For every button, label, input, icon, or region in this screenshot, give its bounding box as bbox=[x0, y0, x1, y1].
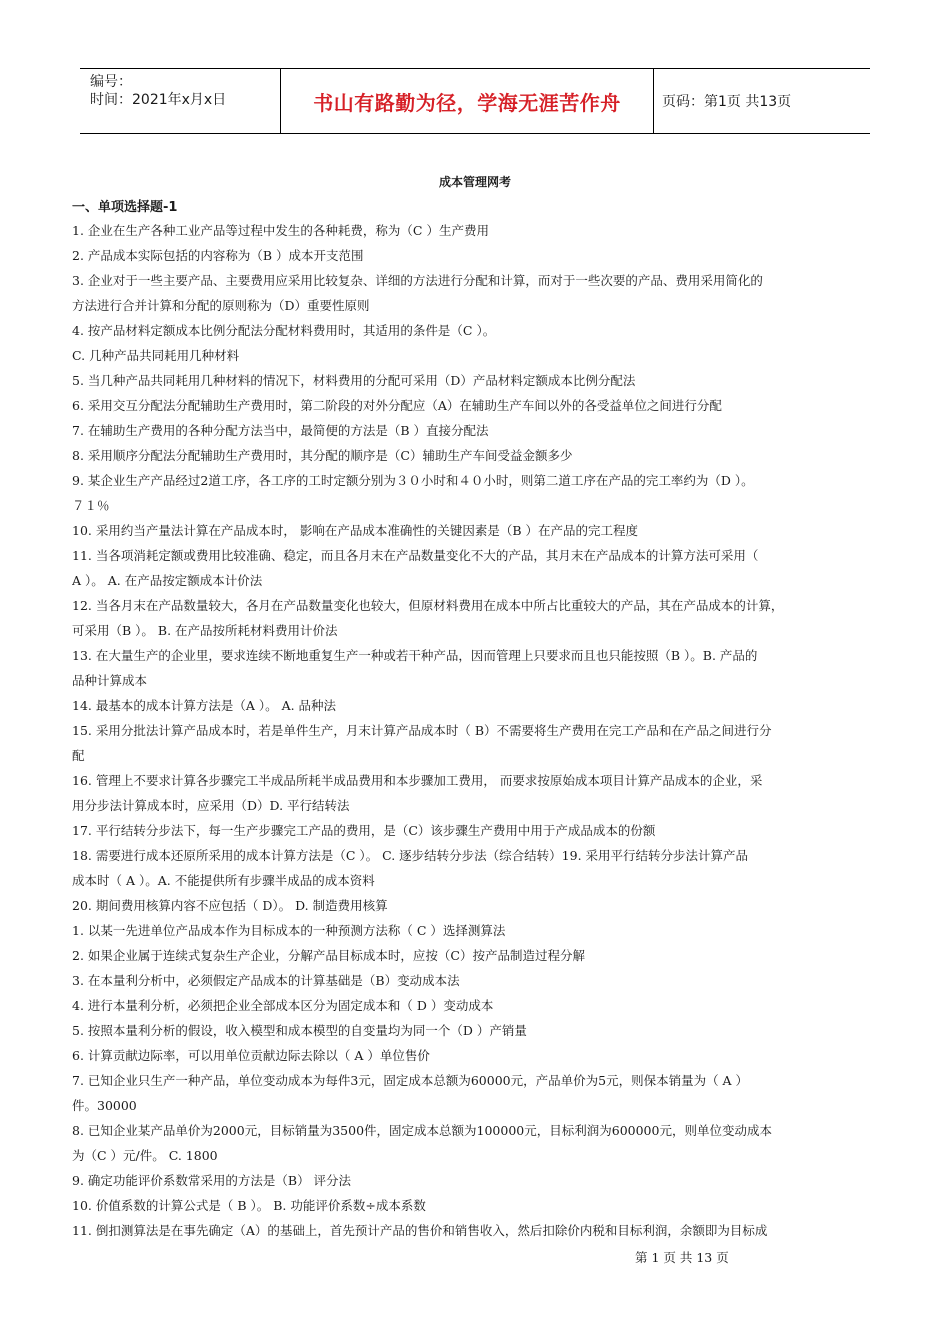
text-line: 配 bbox=[72, 748, 85, 763]
text-line: 8. 已知企业某产品单价为2000元，目标销量为3500件，固定成本总额为100000元，目标利润为600000元，则单位变动成本 bbox=[72, 1123, 772, 1138]
page-header bbox=[80, 68, 870, 134]
text-line: 成本时（ A ）。A. 不能提供所有步骤半成品的成本资料 bbox=[72, 873, 375, 888]
header-meta bbox=[80, 69, 281, 133]
text-line: C. 几种产品共同耗用几种材料 bbox=[72, 348, 240, 363]
text-line: 12. 当各月末在产品数量较大，各月在产品数量变化也较大，但原材料费用在成本中所占比重较大的产品，其在产品成本的计算， bbox=[72, 598, 784, 613]
document-title: 成本管理网考 bbox=[438, 175, 511, 189]
text-line: 17. 平行结转分步法下，每一生产步骤完工产品的费用，是（C）该步骤生产费用中用于产成品成本的份额 bbox=[72, 823, 656, 838]
text-line: 9. 确定功能评价系数常采用的方法是（B） 评分法 bbox=[72, 1173, 352, 1188]
text-line: 18. 需要进行成本还原所采用的成本计算方法是（C ）。 C. 逐步结转分步法（综合结转）19. 采用平行结转分步法计算产品 bbox=[72, 848, 749, 863]
text-line: 20. 期间费用核算内容不应包括（ D）。 D. 制造费用核算 bbox=[72, 898, 388, 913]
text-line: 6. 计算贡献边际率，可以用单位贡献边际去除以（ A ）单位售价 bbox=[72, 1048, 430, 1063]
text-line: 4. 按产品材料定额成本比例分配法分配材料费用时，其适用的条件是（C ）。 bbox=[72, 323, 496, 338]
text-line: 11. 当各项消耗定额或费用比较准确、稳定，而且各月末在产品数量变化不大的产品，其月末在产品成本的计算方法可采用（ bbox=[72, 548, 759, 563]
text-line: 件。30000 bbox=[72, 1098, 137, 1113]
text-line: 14. 最基本的成本计算方法是（A ）。 A. 品种法 bbox=[72, 698, 337, 713]
text-line: 5. 按照本量利分析的假设，收入模型和成本模型的自变量均为同一个（D ）产销量 bbox=[72, 1023, 527, 1038]
text-line: 7. 在辅助生产费用的各种分配方法当中，最简便的方法是（B ）直接分配法 bbox=[72, 423, 489, 438]
text-line: 2. 产品成本实际包括的内容称为（B ）成本开支范围 bbox=[72, 248, 364, 263]
text-line: 可采用（B ）。 B. 在产品按所耗材料费用计价法 bbox=[72, 623, 338, 638]
question-list bbox=[72, 218, 880, 1243]
text-line: 6. 采用交互分配法分配辅助生产费用时，第二阶段的对外分配应（A）在辅助生产车间以外的各受益单位之间进行分配 bbox=[72, 398, 722, 413]
text-line: 13. 在大量生产的企业里，要求连续不断地重复生产一种或若干种产品，因而管理上只要求而且也只能按照（B ）。B. 产品的 bbox=[72, 648, 758, 663]
text-line: 2. 如果企业属于连续式复杂生产企业，分解产品目标成本时，应按（C）按产品制造过程分解 bbox=[72, 948, 585, 963]
text-line: 8. 采用顺序分配法分配辅助生产费用时，其分配的顺序是（C）辅助生产车间受益金额多少 bbox=[72, 448, 573, 463]
header-page-info: 页码：第1页 共13页 bbox=[662, 94, 792, 110]
document-date: 时间：2021年x月x日 bbox=[90, 92, 227, 108]
text-line: 4. 进行本量利分析，必须把企业全部成本区分为固定成本和（ D ）变动成本 bbox=[72, 998, 494, 1013]
text-line: 5. 当几种产品共同耗用几种材料的情况下，材料费用的分配可采用（D）产品材料定额成本比例分配法 bbox=[72, 373, 636, 388]
text-line: ７１％ bbox=[72, 498, 110, 513]
text-line: 15. 采用分批法计算产品成本时，若是单件生产，月末计算产品成本时（ B）不需要将生产费用在完工产品和在产品之间进行分 bbox=[72, 723, 772, 738]
text-line: A ）。 A. 在产品按定额成本计价法 bbox=[72, 573, 263, 588]
page-footer: 第 1 页 共 13 页 bbox=[635, 1250, 729, 1265]
text-line: 11. 倒扣测算法是在事先确定（A）的基础上，首先预计产品的售价和销售收入，然后扣除价内税和目标利润，余额即为目标成 bbox=[72, 1223, 768, 1238]
text-line: 16. 管理上不要求计算各步骤完工半成品所耗半成品费用和本步骤加工费用， 而要求按原始成本项目计算产品成本的企业，采 bbox=[72, 773, 763, 788]
text-line: 方法进行合并计算和分配的原则称为（D）重要性原则 bbox=[72, 298, 370, 313]
text-line: 10. 采用约当产量法计算在产品成本时， 影响在产品成本准确性的关键因素是（B ）在产品的完工程度 bbox=[72, 523, 638, 538]
text-line: 用分步法计算成本时，应采用（D）D. 平行结转法 bbox=[72, 798, 350, 813]
text-line: 为（C ）元/件。 C. 1800 bbox=[72, 1148, 218, 1163]
document-number-label: 编号： bbox=[90, 74, 132, 90]
text-line: 3. 企业对于一些主要产品、主要费用应采用比较复杂、详细的方法进行分配和计算，而对于一些次要的产品、费用采用简化的 bbox=[72, 273, 763, 288]
text-line: 1. 以某一先进单位产品成本作为目标成本的一种预测方法称（ C ）选择测算法 bbox=[72, 923, 506, 938]
text-line: 品种计算成本 bbox=[72, 673, 148, 688]
text-line: 1. 企业在生产各种工业产品等过程中发生的各种耗费，称为（C ）生产费用 bbox=[72, 223, 489, 238]
text-line: 10. 价值系数的计算公式是（ B ）。 B. 功能评价系数÷成本系数 bbox=[72, 1198, 426, 1213]
header-motto: 书山有路勤为径，学海无涯苦作舟 bbox=[281, 69, 654, 133]
section-heading: 一、单项选择题-1 bbox=[72, 200, 178, 215]
text-line: 7. 已知企业只生产一种产品，单位变动成本为每件3元，固定成本总额为60000元，产品单价为5元，则保本销量为（ A ） bbox=[72, 1073, 749, 1088]
text-line: 9. 某企业生产产品经过2道工序，各工序的工时定额分别为３０小时和４０小时，则第二道工序在产品的完工率约为（D ）。 bbox=[72, 473, 754, 488]
text-line: 3. 在本量利分析中，必须假定产品成本的计算基础是（B）变动成本法 bbox=[72, 973, 460, 988]
